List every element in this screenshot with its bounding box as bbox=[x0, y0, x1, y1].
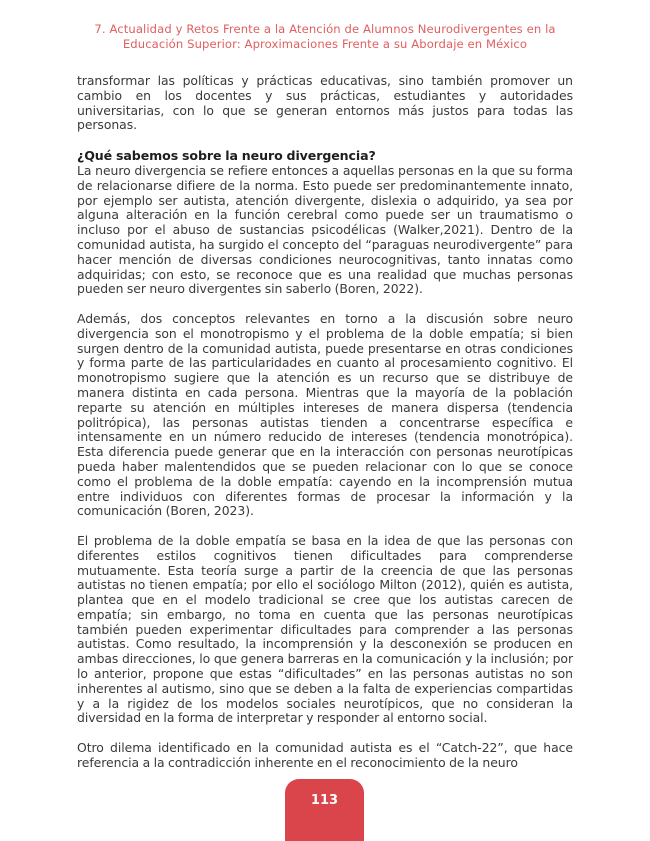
paragraph-neurodivergence: La neuro divergencia se refiere entonces a aquellas personas en la que su forma de relacionarse difiere de la norma. Esto puede ser predominantemente innato, por ejemplo ser autista, atención divergente, dislexia o adquirido, ya sea por alguna alteración en la función cerebral como puede ser un traumatismo o incluso por el abuso de sustancias psicodélicas (Walker,2021). Dentro de la comunidad autista, ha surgido el concepto del “paraguas neurodivergente” para hacer mención de diversas condiciones neurocognitivas, tanto innatas como adquiridas; con esto, se reconoce que es una realidad que muchas personas pueden ser neuro divergentes sin saberlo (Boren, 2022). bbox=[77, 162, 573, 297]
intro-paragraph: transformar las políticas y prácticas educativas, sino también promover un cambio en los docentes y sus prácticas, estudiantes y autoridades universitarias, con lo que se generan entornos más justos para todas las personas. bbox=[77, 73, 573, 133]
running-header bbox=[60, 22, 590, 51]
running-header-line-1: 7. Actualidad y Retos Frente a la Atención de Alumnos Neurodivergentes en la bbox=[94, 22, 556, 36]
page-number-tab bbox=[285, 779, 364, 841]
running-header-line-2: Educación Superior: Aproximaciones Frente a su Abordaje en México bbox=[122, 36, 528, 51]
paragraph-double-empathy: El problema de la doble empatía se basa en la idea de que las personas con diferentes estilos cognitivos tienen dificultades para comprenderse mutuamente. Esta teoría surge a partir de la creencia de que las personas autistas no tienen empatía; por ello el sociólogo Milton (2012), quién es autista, plantea que en el modelo tradicional se cree que los autistas carecen de empatía; sin embargo, no toma en cuenta que las personas neurotípicas también pueden experimentar dificultades para comprender a las personas autistas. Como resultado, la incomprensión y la desconexión se producen en ambas direcciones, lo que genera barreras en la comunicación y la inclusión; por lo anterior, propone que estas “dificultades” en las personas autistas no son inherentes al autismo, sino que se deben a la falta de experiencias compartidas y a la rigidez de los modelos sociales neurotípicos, que no consideran la diversidad en la forma de interpretar y responder al entorno social. bbox=[77, 532, 573, 726]
section-heading: ¿Qué sabemos sobre la neuro divergencia? bbox=[77, 148, 376, 164]
paragraph-monotropism: Además, dos conceptos relevantes en torno a la discusión sobre neuro divergencia son el monotropismo y el problema de la doble empatía; si bien surgen dentro de la comunidad autista, puede presentarse en otras condiciones y forma parte de las particularidades en cuanto al procesamiento cognitivo. El monotropismo sugiere que la atención es un recurso que se distribuye de manera distinta en cada persona. Mientras que la mayoría de la población reparte su atención en múltiples intereses de manera dispersa (tendencia politrópica), las personas autistas tienden a concentrarse específica e intensamente en un número reducido de intereses (tendencia monotrópica). Esta diferencia puede generar que en la interacción con personas neurotípicas pueda haber malentendidos que se pueden relacionar con lo que se conoce como el problema de la doble empatía: cayendo en la incomprensión mutua entre individuos con diferentes formas de procesar la información y la comunicación (Boren, 2023). bbox=[77, 310, 573, 519]
paragraph-catch-22: Otro dilema identificado en la comunidad autista es el “Catch-22”, que hace referencia a la contradicción inherente en el reconocimiento de la neuro bbox=[77, 740, 573, 770]
page-body bbox=[77, 74, 573, 771]
page-number: 113 bbox=[310, 793, 339, 808]
